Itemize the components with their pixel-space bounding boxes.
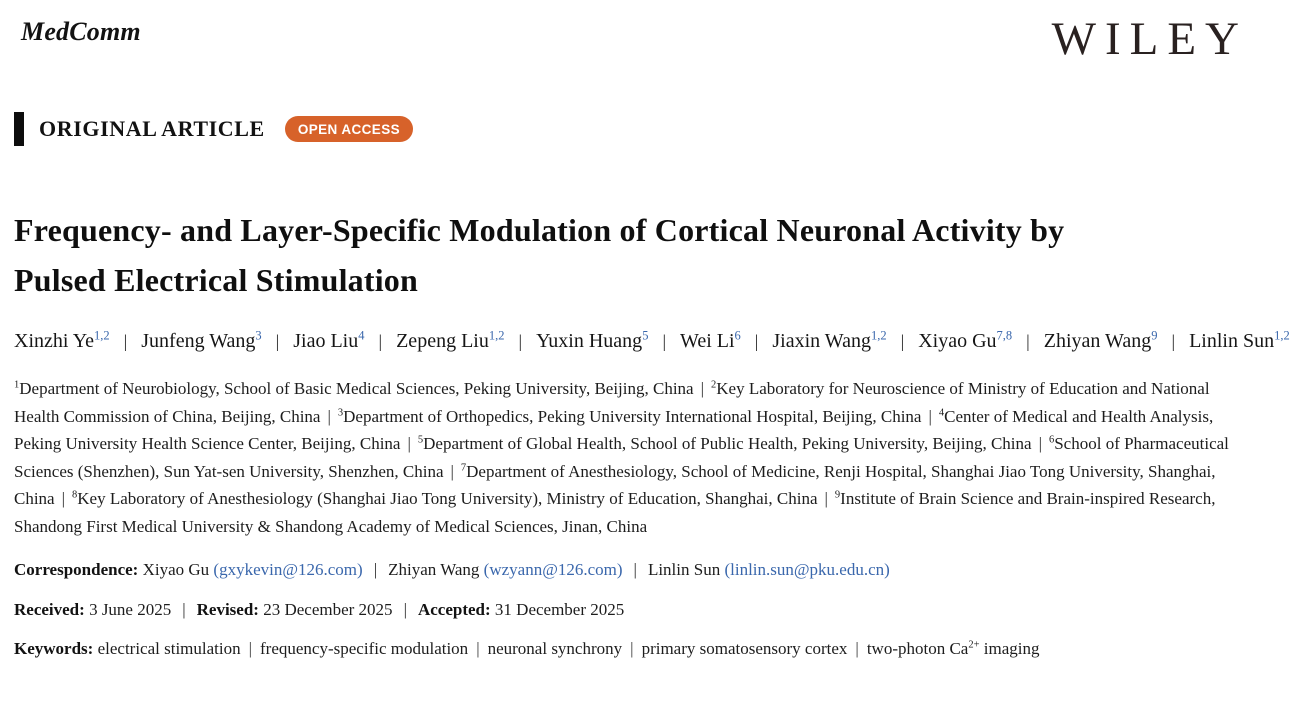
author-list <box>14 325 1290 358</box>
affiliation-separator-pipe: | <box>700 379 705 398</box>
author-affiliation-superscript: 7,8 <box>996 328 1013 343</box>
author-separator-pipe: | <box>518 331 523 351</box>
keyword-separator-pipe: | <box>248 639 253 658</box>
author-affiliation-superscript: 1,2 <box>870 328 887 343</box>
affiliation-number-superscript: 2 <box>711 379 717 391</box>
author-name: Xiyao Gu$^{7,8}$ <box>918 328 1013 352</box>
correspondence-label: Correspondence: <box>14 560 139 579</box>
keyword-item: frequency-specific modulation <box>260 639 469 658</box>
correspondence-email-link[interactable]: (wzyann@126.com) <box>483 560 623 579</box>
author-affiliation-superscript: 1,2 <box>1274 328 1290 343</box>
correspondence-name: Zhiyan Wang <box>388 560 484 579</box>
correspondence-separator-pipe: | <box>633 560 637 579</box>
affiliation-separator-pipe: | <box>1038 434 1042 453</box>
article-title: Frequency- and Layer-Specific Modulation of Cortical Neuronal Activity by Pulsed Electrical Stimulation <box>14 212 1065 298</box>
affiliation-separator-pipe: | <box>327 406 331 426</box>
affiliation-number-superscript: 8 <box>72 489 78 501</box>
author-separator-pipe: | <box>378 331 383 351</box>
correspondence-name: Linlin Sun <box>647 560 725 579</box>
author-name: Zhiyan Wang$^9$ <box>1043 328 1158 352</box>
open-access-badge[interactable]: OPEN ACCESS <box>285 116 413 142</box>
keywords-label: Keywords: <box>14 639 94 658</box>
affiliation-number-superscript: 5 <box>417 434 424 446</box>
author-separator-pipe: | <box>1171 331 1176 351</box>
keyword-item: two-photon $Ca^{2+}$ imaging <box>866 639 1040 658</box>
keywords-items <box>98 639 1040 658</box>
author-affiliation-superscript: 3 <box>255 328 262 343</box>
history-label: Received: <box>14 600 85 619</box>
correspondence-name: Xiyao Gu <box>142 560 214 579</box>
affiliation-separator-pipe: | <box>407 434 411 453</box>
correspondence-line <box>14 558 1254 582</box>
author-affiliation-superscript: 6 <box>734 328 741 343</box>
author-name: Zepeng Liu$^{1,2}$ <box>396 328 505 352</box>
author-separator-pipe: | <box>275 331 280 351</box>
history-label: Accepted: <box>417 600 491 619</box>
keyword-separator-pipe: | <box>855 639 859 658</box>
keyword-superscript: 2+ <box>968 639 980 651</box>
affiliation-number-superscript: 9 <box>834 489 841 501</box>
medcomm-journal-logo[interactable]: MedComm <box>21 17 141 46</box>
author-separator-pipe: | <box>662 331 667 351</box>
author-affiliation-superscript: 1,2 <box>488 328 505 343</box>
history-separator-pipe: | <box>403 600 407 619</box>
author-separator-pipe: | <box>754 331 759 351</box>
author-name: Jiaxin Wang$^{1,2}$ <box>772 328 887 352</box>
article-type-label: ORIGINAL ARTICLE <box>39 116 265 141</box>
keyword-item: primary somatosensory cortex <box>641 639 848 658</box>
keyword-item: neuronal synchrony <box>487 639 623 658</box>
author-separator-pipe: | <box>123 331 128 351</box>
article-type-bar <box>14 112 24 146</box>
history-separator-pipe: | <box>182 600 186 619</box>
affiliation-number-superscript: 4 <box>938 406 945 418</box>
keyword-item: electrical stimulation <box>97 639 241 658</box>
affiliation-number-superscript: 3 <box>337 406 344 418</box>
history-date: 23 December 2025 <box>258 600 393 619</box>
author-name: Jiao Liu$^4$ <box>293 328 365 352</box>
keyword-separator-pipe: | <box>630 639 634 658</box>
author-name: Wei Li$^6$ <box>680 328 741 352</box>
keyword-separator-pipe: | <box>476 639 480 658</box>
author-name: Junfeng Wang$^3$ <box>141 328 262 352</box>
affiliation-number-superscript: 1 <box>14 379 20 391</box>
wiley-publisher-logo[interactable]: WILEY <box>1051 13 1248 65</box>
author-affiliation-superscript: 4 <box>358 328 365 343</box>
author-separator-pipe: | <box>1026 331 1030 351</box>
author-name: Linlin Sun$^{1,2}$ <box>1189 328 1290 352</box>
author-name: Xinzhi Ye$^{1,2}$ <box>14 328 110 352</box>
article-type-row <box>14 112 1254 146</box>
author-separator-pipe: | <box>900 331 905 351</box>
history-line <box>14 598 1254 622</box>
affiliation-separator-pipe: | <box>450 461 454 481</box>
affiliation-separator-pipe: | <box>61 489 66 508</box>
keywords-line <box>14 637 1254 661</box>
author-name: Yuxin Huang$^5$ <box>536 328 649 352</box>
affiliation-separator-pipe: | <box>928 406 932 426</box>
masthead <box>14 14 1254 84</box>
history-date: 31 December 2025 <box>490 600 625 619</box>
author-affiliation-superscript: 1,2 <box>94 328 110 343</box>
affiliation-number-superscript: 6 <box>1048 434 1055 446</box>
author-affiliation-superscript: 5 <box>642 328 649 343</box>
history-label: Revised: <box>196 600 259 619</box>
correspondence-email-link[interactable]: (linlin.sun@pku.edu.cn) <box>724 560 890 579</box>
correspondence-separator-pipe: | <box>373 560 378 579</box>
correspondence-contacts <box>143 560 890 579</box>
author-affiliation-superscript: 9 <box>1151 328 1158 343</box>
correspondence-email-link[interactable]: (gxykevin@126.com) <box>213 560 363 579</box>
history-date: 3 June 2025 <box>84 600 172 619</box>
affiliations-paragraph: $^1$Department of Neurobiology, School of Basic Medical Sciences, Peking University, Beijing, China | $^2$Key Laboratory for Neuroscience of Ministry of Education and National Health Commission of China, Beijing, China | $^3$Department of Orthopedics, Peking University International Hospital, Beijing, China | $^4$Center of Medical and Health Analysis, Peking University Health Science Center, Beijing, China | $^5$Department of Global Health, School of Public Health, Peking University, Beijing, China | $^6$School of Pharmaceutical Sciences (Shenzhen), Sun Yat-sen University, Shenzhen, China | $^7$Department of Anesthesiology, School of Medicine, Renji Hospital, Shanghai Jiao Tong University, Shanghai, China | $^8$Key Laboratory of Anesthesiology (Shanghai Jiao Tong University), Ministry of Education, Shanghai, China | $^9$Institute of Brain Science and Brain-inspired Research, Shandong First Medical University & Shandong Academy of Medical Sciences, Jinan, China <box>14 379 1229 536</box>
affiliation-separator-pipe: | <box>824 489 828 508</box>
affiliation-number-superscript: 7 <box>460 461 467 473</box>
